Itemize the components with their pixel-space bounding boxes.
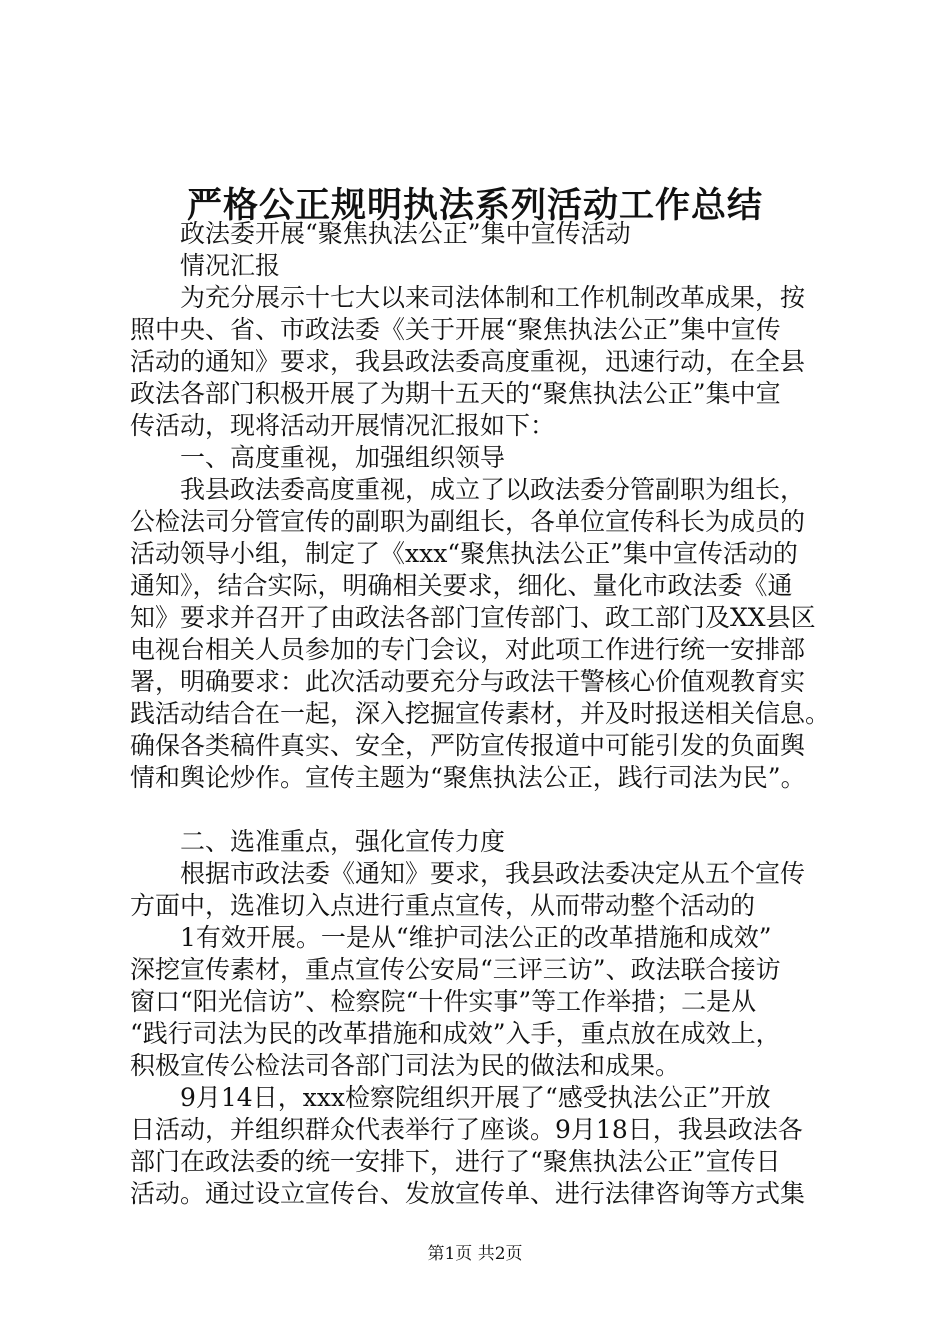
paragraph-1-line-1: 为充分展示十七大以来司法体制和工作机制改革成果，按 [180,283,806,312]
paragraph-1-line-2: 照中央、省、市政法委《关于开展“聚焦执法公正”集中宣传 [130,315,781,344]
paragraph-5-line-1: 9月14日，xxx检察院组织开展了“感受执法公正”开放 [180,1083,771,1112]
paragraph-5-line-2: 日活动，并组织群众代表举行了座谈。9月18日，我县政法各 [130,1115,803,1144]
document-title: 严格公正规明执法系列活动工作总结 [186,185,763,226]
paragraph-4-line-2: 深挖宣传素材，重点宣传公安局“三评三访”、政法联合接访 [130,955,781,984]
paragraph-5-line-4: 活动。通过设立宣传台、发放宣传单、进行法律咨询等方式集 [130,1179,806,1208]
paragraph-2-line-6: 电视台相关人员参加的专门会议，对此项工作进行统一安排部 [130,635,806,664]
paragraph-3-line-1: 根据市政法委《通知》要求，我县政法委决定从五个宣传 [180,859,806,888]
paragraph-2-line-1: 我县政法委高度重视，成立了以政法委分管副职为组长， [180,475,806,504]
section-heading-1: 一、高度重视，加强组织领导 [180,443,506,472]
paragraph-2-line-4: 通知》，结合实际，明确相关要求，细化、量化市政法委《通 [130,571,793,600]
paragraph-1-line-4: 政法各部门积极开展了为期十五天的“聚焦执法公正”集中宣 [130,379,781,408]
paragraph-2-line-7: 署，明确要求：此次活动要充分与政法干警核心价值观教育实 [130,667,806,696]
paragraph-3-line-2: 方面中，选准切入点进行重点宣传，从而带动整个活动的 [130,891,756,920]
paragraph-2-line-2: 公检法司分管宣传的副职为副组长，各单位宣传科长为成员的 [130,507,806,536]
paragraph-5-line-3: 部门在政法委的统一安排下，进行了“聚焦执法公正”宣传日 [130,1147,781,1176]
paragraph-2-line-10: 情和舆论炒作。宣传主题为“聚焦执法公正，践行司法为民”。 [130,763,806,792]
blank-line [130,794,830,826]
subtitle-line-1: 政法委开展“聚焦执法公正”集中宣传活动 [180,219,631,248]
paragraph-4-line-3: 窗口“阳光信访”、检察院“十件实事”等工作举措；二是从 [130,987,757,1016]
paragraph-1-line-3: 活动的通知》要求，我县政法委高度重视，迅速行动，在全县 [130,347,806,376]
page-number-footer: 第1页 共2页 [427,1244,523,1264]
subtitle-line-2: 情况汇报 [180,251,281,280]
section-heading-2: 二、选准重点，强化宣传力度 [180,827,506,856]
paragraph-2-line-3: 活动领导小组，制定了《xxx“聚焦执法公正”集中宣传活动的 [130,539,798,568]
paragraph-4-line-5: 积极宣传公检法司各部门司法为民的做法和成果。 [130,1051,681,1080]
paragraph-2-line-9: 确保各类稿件真实、安全，严防宣传报道中可能引发的负面舆 [130,731,806,760]
paragraph-4-line-1: 1有效开展。一是从“维护司法公正的改革措施和成效” [180,923,772,952]
paragraph-2-line-8: 践活动结合在一起，深入挖掘宣传素材，并及时报送相关信息。 [130,699,831,728]
document-body [130,218,830,1210]
paragraph-1-line-5: 传活动，现将活动开展情况汇报如下： [130,411,556,440]
paragraph-2-line-5: 知》要求并召开了由政法各部门宣传部门、政工部门及XX县区 [130,603,816,632]
paragraph-4-line-4: “践行司法为民的改革措施和成效”入手，重点放在成效上， [130,1019,781,1048]
